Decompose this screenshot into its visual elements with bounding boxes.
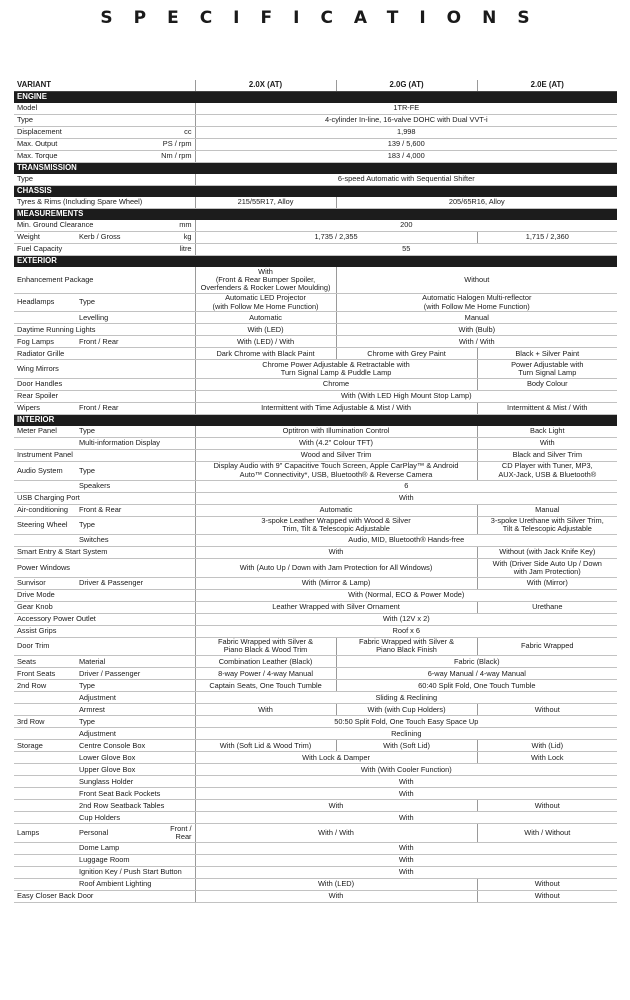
spec-value: Fabric Wrapped with Silver & Piano Black & Wood Trim xyxy=(195,637,336,656)
spec-label: Door Trim xyxy=(14,637,195,656)
spec-value: 205/65R16, Alloy xyxy=(336,197,617,209)
section-header-label: INTERIOR xyxy=(14,414,617,425)
spec-value: With xyxy=(195,890,477,902)
spec-sublabel: Lower Glove Box xyxy=(76,752,195,764)
spec-sublabel: Upper Glove Box xyxy=(76,764,195,776)
spec-value: Black and Silver Trim xyxy=(477,449,617,461)
spec-label: Front Seats xyxy=(14,668,76,680)
spec-row xyxy=(14,336,617,348)
spec-row xyxy=(14,378,617,390)
spec-label: 3rd Row xyxy=(14,716,76,728)
spec-value: With (Driver Side Auto Up / Down with Jam Protection) xyxy=(477,559,617,578)
section-header-row xyxy=(14,414,617,425)
spec-row xyxy=(14,559,617,578)
spec-value: With / With xyxy=(195,824,477,843)
spec-value: Chrome xyxy=(195,378,477,390)
spec-value: 55 xyxy=(195,244,617,256)
spec-label xyxy=(14,704,76,716)
spec-row xyxy=(14,728,617,740)
spec-value: Sliding & Reclining xyxy=(195,692,617,704)
section-header-row xyxy=(14,209,617,220)
spec-row xyxy=(14,492,617,504)
spec-sublabel: Type xyxy=(76,461,195,480)
spec-row xyxy=(14,800,617,812)
spec-row xyxy=(14,139,617,151)
spec-value: 3-spoke Urethane with Silver Trim, Tilt & Telescopic Adjustable xyxy=(477,516,617,535)
spec-value: 1,998 xyxy=(195,127,617,139)
spec-label: Radiator Grille xyxy=(14,348,195,360)
spec-row xyxy=(14,764,617,776)
spec-row xyxy=(14,232,617,244)
spec-value: Fabric (Black) xyxy=(336,656,617,668)
spec-label: Weight xyxy=(14,232,76,244)
spec-label xyxy=(14,788,76,800)
spec-label: Sunvisor xyxy=(14,577,76,589)
spec-row xyxy=(14,220,617,232)
spec-row xyxy=(14,656,617,668)
spec-value: With (LED) xyxy=(195,878,477,890)
spec-value: With xyxy=(195,492,617,504)
spec-label xyxy=(14,312,76,324)
spec-label: Seats xyxy=(14,656,76,668)
spec-value: CD Player with Tuner, MP3, AUX-Jack, USB & Bluetooth® xyxy=(477,461,617,480)
spec-value: With xyxy=(477,437,617,449)
spec-value: With xyxy=(195,854,617,866)
spec-sublabel: Ignition Key / Push Start Button xyxy=(76,866,195,878)
spec-label: Meter Panel xyxy=(14,425,76,437)
spec-table xyxy=(14,80,617,903)
spec-unit: Front / Rear xyxy=(154,824,195,843)
spec-row xyxy=(14,692,617,704)
spec-value: Power Adjustable with Turn Signal Lamp xyxy=(477,360,617,379)
spec-row xyxy=(14,752,617,764)
section-header-label: ENGINE xyxy=(14,92,617,103)
spec-sublabel: Front Seat Back Pockets xyxy=(76,788,195,800)
spec-label: Enhancement Package xyxy=(14,267,195,294)
spec-value: Reclining xyxy=(195,728,617,740)
spec-value: Leather Wrapped with Silver Ornament xyxy=(195,601,477,613)
spec-row xyxy=(14,854,617,866)
spec-sublabel: Luggage Room xyxy=(76,854,195,866)
spec-row xyxy=(14,535,617,547)
spec-row xyxy=(14,589,617,601)
spec-label xyxy=(14,812,76,824)
spec-label xyxy=(14,854,76,866)
spec-value: Fabric Wrapped with Silver & Piano Black Finish xyxy=(336,637,477,656)
spec-value: With (Soft Lid) xyxy=(336,740,477,752)
section-header-row xyxy=(14,256,617,267)
spec-value: Optitron with Illumination Control xyxy=(195,425,477,437)
section-header-label: EXTERIOR xyxy=(14,256,617,267)
spec-value: Roof x 6 xyxy=(195,625,617,637)
spec-value: Without (with Jack Knife Key) xyxy=(477,547,617,559)
spec-label: Easy Closer Back Door xyxy=(14,890,195,902)
spec-row xyxy=(14,601,617,613)
spec-value: Automatic Halogen Multi-reflector (with Follow Me Home Function) xyxy=(336,293,617,312)
spec-label xyxy=(14,866,76,878)
spec-label: Steering Wheel xyxy=(14,516,76,535)
spec-label xyxy=(14,842,76,854)
spec-row xyxy=(14,174,617,186)
spec-value: With (LED) / With xyxy=(195,336,336,348)
spec-value: With (Lid) xyxy=(477,740,617,752)
spec-sublabel: Type xyxy=(76,516,195,535)
variant-header-label: VARIANT xyxy=(14,80,195,92)
spec-value: 1,735 / 2,355 xyxy=(195,232,477,244)
spec-value: With xyxy=(195,842,617,854)
spec-value: With (with Cup Holders) xyxy=(336,704,477,716)
section-header-row xyxy=(14,186,617,197)
section-header-label: TRANSMISSION xyxy=(14,163,617,174)
spec-value: 50:50 Split Fold, One Touch Easy Space Up xyxy=(195,716,617,728)
spec-value: With xyxy=(195,776,617,788)
spec-label: Displacement xyxy=(14,127,154,139)
spec-value: With xyxy=(195,547,477,559)
spec-value: Automatic LED Projector (with Follow Me Home Function) xyxy=(195,293,336,312)
spec-row xyxy=(14,504,617,516)
spec-value: Dark Chrome with Black Paint xyxy=(195,348,336,360)
spec-value: 4-cylinder In-line, 16-valve DOHC with Dual VVT-i xyxy=(195,115,617,127)
spec-sublabel: Driver / Passenger xyxy=(76,668,195,680)
spec-label: Assist Grips xyxy=(14,625,195,637)
spec-row xyxy=(14,127,617,139)
spec-row xyxy=(14,103,617,115)
spec-value: 139 / 5,600 xyxy=(195,139,617,151)
spec-sublabel: Dome Lamp xyxy=(76,842,195,854)
spec-row xyxy=(14,293,617,312)
spec-label: Accessory Power Outlet xyxy=(14,613,195,625)
spec-row xyxy=(14,547,617,559)
spec-value: 3-spoke Leather Wrapped with Wood & Silver Trim, Tilt & Telescopic Adjustable xyxy=(195,516,477,535)
spec-sublabel: Adjustment xyxy=(76,692,195,704)
spec-row xyxy=(14,324,617,336)
spec-value: 60:40 Split Fold, One Touch Tumble xyxy=(336,680,617,692)
spec-value: With (4.2" Colour TFT) xyxy=(195,437,477,449)
spec-label: Min. Ground Clearance xyxy=(14,220,154,232)
variant-header-row xyxy=(14,80,617,92)
spec-value: Automatic xyxy=(195,312,336,324)
spec-value: With (Front & Rear Bumper Spoiler, Overfenders & Rocker Lower Moulding) xyxy=(195,267,336,294)
spec-row xyxy=(14,878,617,890)
spec-label: Audio System xyxy=(14,461,76,480)
spec-value: With (Mirror) xyxy=(477,577,617,589)
spec-sublabel: Front / Rear xyxy=(76,402,195,414)
spec-value: Without xyxy=(477,704,617,716)
spec-row xyxy=(14,842,617,854)
spec-value: 215/55R17, Alloy xyxy=(195,197,336,209)
spec-row xyxy=(14,480,617,492)
spec-sublabel: Switches xyxy=(76,535,195,547)
spec-sublabel: Levelling xyxy=(76,312,195,324)
spec-row xyxy=(14,613,617,625)
spec-value: 1,715 / 2,360 xyxy=(477,232,617,244)
section-header-label: CHASSIS xyxy=(14,186,617,197)
spec-label xyxy=(14,728,76,740)
spec-label xyxy=(14,437,76,449)
spec-value: Back Light xyxy=(477,425,617,437)
spec-sublabel: Front & Rear xyxy=(76,504,195,516)
spec-value: Intermittent with Time Adjustable & Mist / With xyxy=(195,402,477,414)
spec-label: Fuel Capacity xyxy=(14,244,154,256)
spec-sublabel: Centre Console Box xyxy=(76,740,195,752)
spec-row xyxy=(14,788,617,800)
spec-unit: mm xyxy=(154,220,195,232)
spec-sublabel: Type xyxy=(76,680,195,692)
spec-value: Audio, MID, Bluetooth® Hands-free xyxy=(195,535,617,547)
spec-value: Without xyxy=(477,800,617,812)
spec-value: Automatic xyxy=(195,504,477,516)
spec-row xyxy=(14,461,617,480)
spec-label: Power Windows xyxy=(14,559,195,578)
spec-value: Fabric Wrapped xyxy=(477,637,617,656)
spec-sublabel: Type xyxy=(76,293,195,312)
spec-value: With (Soft Lid & Wood Trim) xyxy=(195,740,336,752)
spec-value: With (With LED High Mount Stop Lamp) xyxy=(195,390,617,402)
spec-value: With xyxy=(195,866,617,878)
spec-value: Display Audio with 9" Capacitive Touch Screen, Apple CarPlay™ & Android Auto™ Connectivity*, USB, Bluetooth® & Reverse Camera xyxy=(195,461,477,480)
spec-row xyxy=(14,516,617,535)
spec-label: Tyres & Rims (Including Spare Wheel) xyxy=(14,197,195,209)
spec-row xyxy=(14,244,617,256)
spec-label: Instrument Panel xyxy=(14,449,195,461)
spec-value: With xyxy=(195,812,617,824)
spec-row xyxy=(14,668,617,680)
spec-label: Type xyxy=(14,115,195,127)
spec-row xyxy=(14,449,617,461)
spec-value: With (Bulb) xyxy=(336,324,617,336)
spec-value: With xyxy=(195,704,336,716)
spec-row xyxy=(14,716,617,728)
spec-value: 1TR-FE xyxy=(195,103,617,115)
spec-value: With (Normal, ECO & Power Mode) xyxy=(195,589,617,601)
spec-row xyxy=(14,348,617,360)
spec-sublabel: Material xyxy=(76,656,195,668)
spec-label xyxy=(14,535,76,547)
spec-unit: Nm / rpm xyxy=(154,151,195,163)
spec-unit: PS / rpm xyxy=(154,139,195,151)
spec-label: Wipers xyxy=(14,402,76,414)
spec-row xyxy=(14,115,617,127)
spec-row xyxy=(14,402,617,414)
spec-row xyxy=(14,360,617,379)
spec-value: With xyxy=(195,788,617,800)
section-header-row xyxy=(14,163,617,174)
spec-value: Urethane xyxy=(477,601,617,613)
spec-value: Without xyxy=(477,890,617,902)
spec-sublabel: Roof Ambient Lighting xyxy=(76,878,195,890)
spec-value: Chrome with Grey Paint xyxy=(336,348,477,360)
spec-value: With (With Cooler Function) xyxy=(195,764,617,776)
section-header-label: MEASUREMENTS xyxy=(14,209,617,220)
spec-row xyxy=(14,425,617,437)
spec-value: With Lock & Damper xyxy=(195,752,477,764)
spec-unit: litre xyxy=(154,244,195,256)
spec-label xyxy=(14,776,76,788)
spec-row xyxy=(14,267,617,294)
spec-value: 6-speed Automatic with Sequential Shifter xyxy=(195,174,617,186)
spec-row xyxy=(14,577,617,589)
spec-sublabel: Kerb / Gross xyxy=(76,232,154,244)
spec-sublabel: Front / Rear xyxy=(76,336,195,348)
spec-value: Chrome Power Adjustable & Retractable with Turn Signal Lamp & Puddle Lamp xyxy=(195,360,477,379)
spec-label xyxy=(14,764,76,776)
spec-value: Manual xyxy=(477,504,617,516)
spec-label xyxy=(14,692,76,704)
spec-value: With Lock xyxy=(477,752,617,764)
spec-label: Lamps xyxy=(14,824,76,843)
spec-sublabel: 2nd Row Seatback Tables xyxy=(76,800,195,812)
spec-value: Without xyxy=(336,267,617,294)
spec-sublabel: Speakers xyxy=(76,480,195,492)
spec-row xyxy=(14,776,617,788)
section-header-row xyxy=(14,92,617,103)
spec-sublabel: Adjustment xyxy=(76,728,195,740)
spec-sublabel: Driver & Passenger xyxy=(76,577,195,589)
spec-row xyxy=(14,390,617,402)
spec-label: Max. Output xyxy=(14,139,154,151)
spec-sublabel: Type xyxy=(76,425,195,437)
spec-row xyxy=(14,740,617,752)
spec-value: With / Without xyxy=(477,824,617,843)
spec-value: Black + Silver Paint xyxy=(477,348,617,360)
spec-row xyxy=(14,812,617,824)
spec-label: Wing Mirrors xyxy=(14,360,195,379)
spec-value: Combination Leather (Black) xyxy=(195,656,336,668)
spec-unit: kg xyxy=(154,232,195,244)
spec-row xyxy=(14,824,617,843)
spec-value: 6-way Manual / 4-way Manual xyxy=(336,668,617,680)
spec-label xyxy=(14,878,76,890)
variant-header-2-0e: 2.0E (AT) xyxy=(477,80,617,92)
spec-label: Drive Mode xyxy=(14,589,195,601)
spec-value: With xyxy=(195,800,477,812)
spec-row xyxy=(14,680,617,692)
spec-label: Storage xyxy=(14,740,76,752)
spec-value: 183 / 4,000 xyxy=(195,151,617,163)
spec-label: Headlamps xyxy=(14,293,76,312)
variant-header-2-0g: 2.0G (AT) xyxy=(336,80,477,92)
spec-label: Rear Spoiler xyxy=(14,390,195,402)
spec-value: With / With xyxy=(336,336,617,348)
spec-sublabel: Cup Holders xyxy=(76,812,195,824)
spec-label: Max. Torque xyxy=(14,151,154,163)
spec-sublabel: Armrest xyxy=(76,704,195,716)
spec-label xyxy=(14,800,76,812)
spec-label: Daytime Running Lights xyxy=(14,324,195,336)
spec-sublabel: Sunglass Holder xyxy=(76,776,195,788)
spec-row xyxy=(14,890,617,902)
spec-row xyxy=(14,866,617,878)
spec-value: Without xyxy=(477,878,617,890)
spec-label: 2nd Row xyxy=(14,680,76,692)
spec-unit: cc xyxy=(154,127,195,139)
spec-label: Model xyxy=(14,103,195,115)
spec-label xyxy=(14,752,76,764)
spec-value: 6 xyxy=(195,480,617,492)
spec-row xyxy=(14,637,617,656)
spec-sublabel: Multi-information Display xyxy=(76,437,195,449)
spec-value: 8-way Power / 4-way Manual xyxy=(195,668,336,680)
spec-label: Door Handles xyxy=(14,378,195,390)
spec-value: Wood and Silver Trim xyxy=(195,449,477,461)
spec-value: Captain Seats, One Touch Tumble xyxy=(195,680,336,692)
spec-row xyxy=(14,151,617,163)
spec-value: 200 xyxy=(195,220,617,232)
spec-row xyxy=(14,312,617,324)
spec-label: Air-conditioning xyxy=(14,504,76,516)
spec-value: Manual xyxy=(336,312,617,324)
spec-value: With (12V x 2) xyxy=(195,613,617,625)
spec-label: Gear Knob xyxy=(14,601,195,613)
spec-label: USB Charging Port xyxy=(14,492,195,504)
spec-row xyxy=(14,625,617,637)
spec-value: With (LED) xyxy=(195,324,336,336)
variant-header-2-0x: 2.0X (AT) xyxy=(195,80,336,92)
spec-sublabel: Personal xyxy=(76,824,154,843)
page-title: SPECIFICATIONS xyxy=(100,8,551,28)
spec-label: Smart Entry & Start System xyxy=(14,547,195,559)
spec-label xyxy=(14,480,76,492)
spec-row xyxy=(14,197,617,209)
spec-value: Body Colour xyxy=(477,378,617,390)
spec-row xyxy=(14,704,617,716)
spec-value: With (Mirror & Lamp) xyxy=(195,577,477,589)
spec-value: With (Auto Up / Down with Jam Protection for All Windows) xyxy=(195,559,477,578)
spec-label: Type xyxy=(14,174,195,186)
spec-sublabel: Type xyxy=(76,716,195,728)
spec-label: Fog Lamps xyxy=(14,336,76,348)
spec-row xyxy=(14,437,617,449)
spec-value: Intermittent & Mist / With xyxy=(477,402,617,414)
